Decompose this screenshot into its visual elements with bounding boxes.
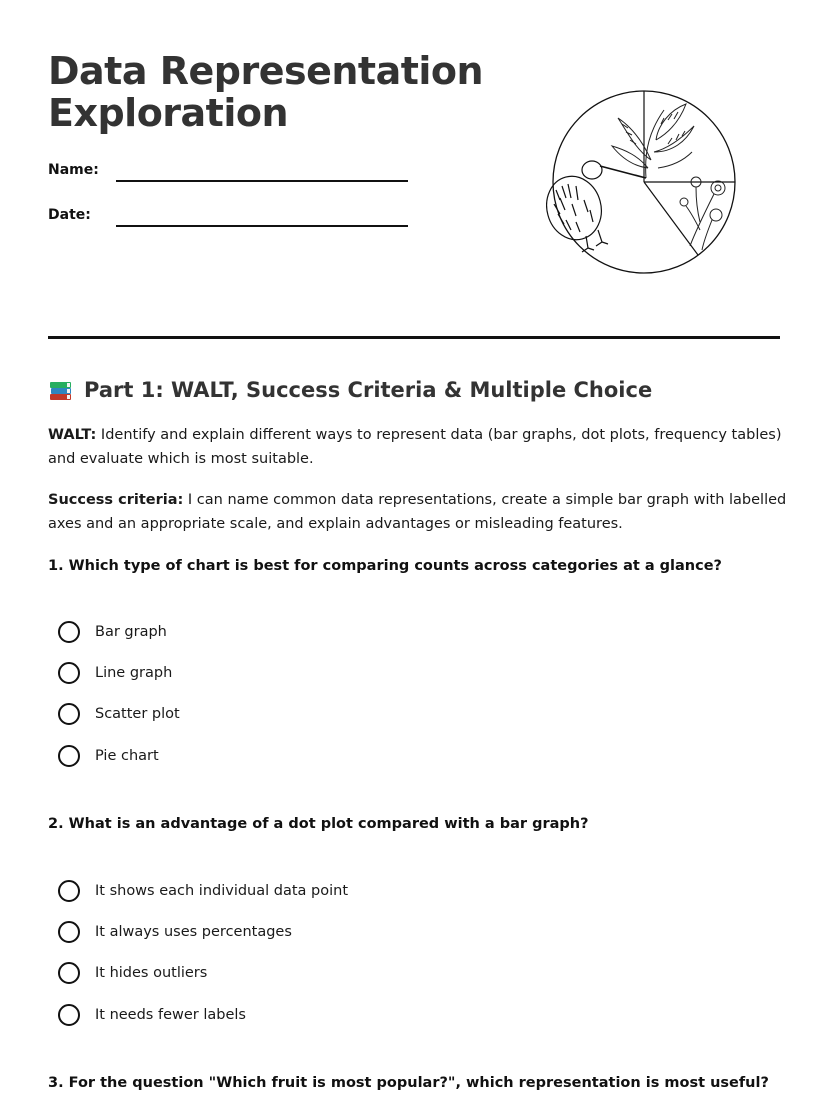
radio-button[interactable] <box>58 745 80 767</box>
question-2-options <box>58 870 348 1035</box>
question-1-options <box>58 611 180 776</box>
walt-paragraph <box>48 423 788 471</box>
name-field-row <box>48 154 408 184</box>
option-label: It needs fewer labels <box>95 1006 246 1023</box>
part1-heading-text: Part 1: WALT, Success Criteria & Multiple Choice <box>84 378 653 402</box>
success-text: I can name common data representations, create a simple bar graph with labelled axes and an appropriate scale, and explain advantages or misleading features. <box>48 492 787 532</box>
walt-text: Identify and explain different ways to represent data (bar graphs, dot plots, frequency tables) and evaluate which is most suitable. <box>48 427 782 467</box>
option-bar-graph[interactable] <box>58 611 180 652</box>
option-pie-chart[interactable] <box>58 735 180 776</box>
books-icon <box>48 377 74 403</box>
radio-button[interactable] <box>58 921 80 943</box>
date-field[interactable] <box>116 225 408 227</box>
kiwi-bird-and-plants-pie-icon <box>546 90 738 276</box>
question-1: 1. Which type of chart is best for comparing counts across categories at a glance? <box>48 558 722 574</box>
question-2: 2. What is an advantage of a dot plot compared with a bar graph? <box>48 816 589 832</box>
page-title <box>48 50 508 134</box>
radio-button[interactable] <box>58 662 80 684</box>
success-label: Success criteria: <box>48 492 184 508</box>
option-label: It always uses percentages <box>95 923 292 940</box>
header-divider <box>48 336 780 339</box>
page-title-line2: Exploration <box>48 91 289 135</box>
radio-button[interactable] <box>58 962 80 984</box>
date-label: Date: <box>48 207 91 223</box>
radio-button[interactable] <box>58 880 80 902</box>
radio-button[interactable] <box>58 703 80 725</box>
radio-button[interactable] <box>58 1004 80 1026</box>
part1-heading <box>48 374 652 406</box>
page-title-line1: Data Representation <box>48 49 484 93</box>
question-3: 3. For the question "Which fruit is most popular?", which representation is most useful? <box>48 1075 769 1091</box>
date-field-row <box>48 199 408 229</box>
option-line-graph[interactable] <box>58 652 180 693</box>
option-uses-percentages[interactable] <box>58 911 348 952</box>
option-label: Pie chart <box>95 747 159 764</box>
option-label: Bar graph <box>95 623 167 640</box>
option-individual-data-point[interactable] <box>58 870 348 911</box>
option-label: Scatter plot <box>95 706 180 723</box>
success-criteria-paragraph <box>48 488 788 536</box>
option-fewer-labels[interactable] <box>58 994 348 1035</box>
name-field[interactable] <box>116 180 408 182</box>
radio-button[interactable] <box>58 621 80 643</box>
option-scatter-plot[interactable] <box>58 694 180 735</box>
walt-label: WALT: <box>48 427 97 443</box>
option-label: Line graph <box>95 664 173 681</box>
name-label: Name: <box>48 162 99 178</box>
option-hides-outliers[interactable] <box>58 953 348 994</box>
option-label: It hides outliers <box>95 965 208 982</box>
option-label: It shows each individual data point <box>95 882 349 899</box>
